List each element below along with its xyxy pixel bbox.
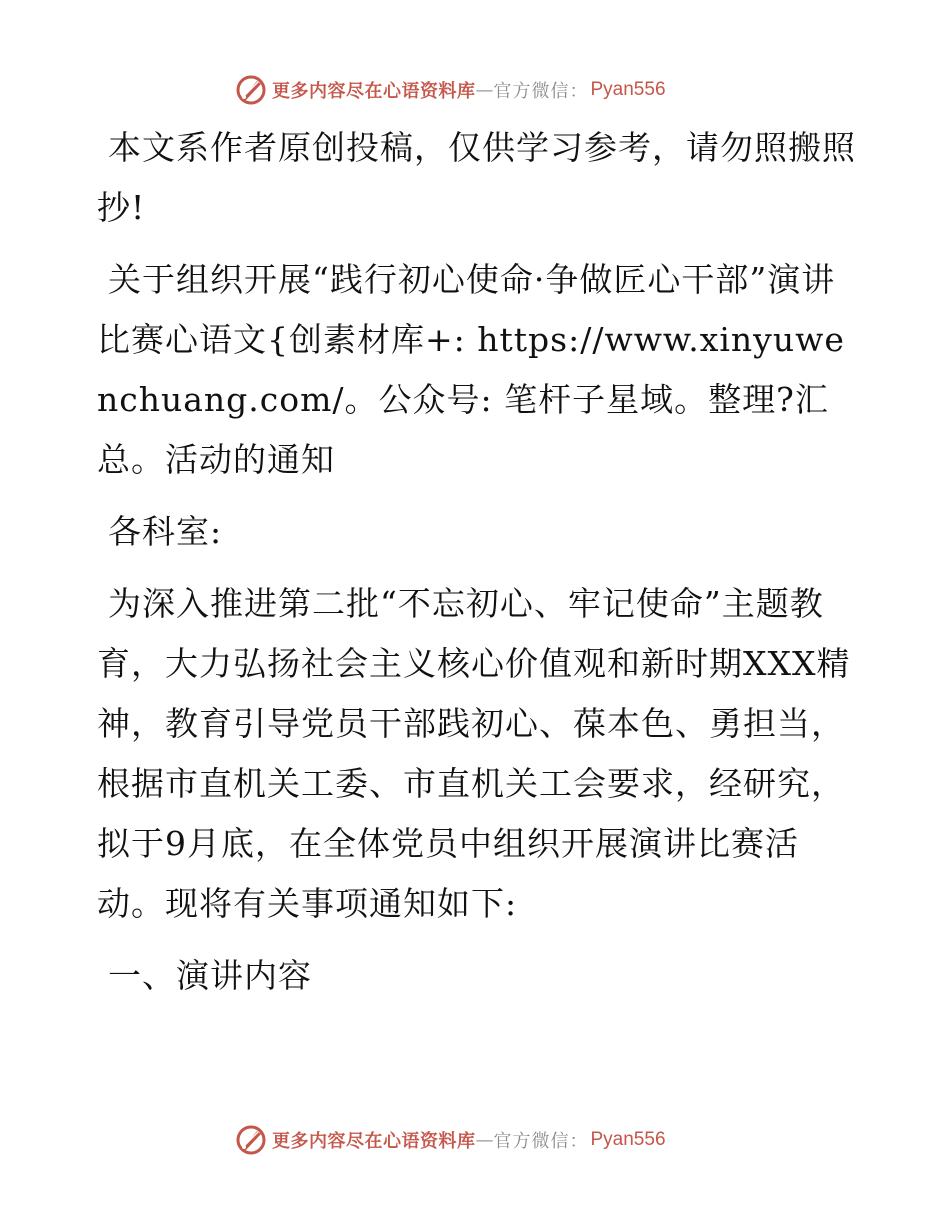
watermark-slogan: 更多内容尽在心语资料库	[272, 1131, 476, 1152]
document-body	[97, 118, 857, 1018]
copyright-notice: 本文系作者原创投稿，仅供学习参考，请勿照搬照抄!	[97, 128, 856, 227]
watermark-wechat-id: Pyan556	[590, 79, 666, 100]
feather-pen-logo-icon	[234, 1123, 268, 1157]
salutation: 各科室:	[108, 512, 223, 551]
watermark-separator: —	[475, 79, 494, 101]
watermark-separator: —	[475, 1129, 494, 1151]
header-watermark	[234, 72, 666, 108]
feather-pen-logo-icon	[234, 73, 268, 107]
section-heading: 一、演讲内容	[108, 956, 312, 995]
document-title: 关于组织开展“践行初心使命·争做匠心干部”演讲比赛心语文{创素材库+: https://www.xinyuwenchuang.com/。公众号: 笔杆子星域。整理?汇总。活动的通知	[97, 260, 845, 479]
watermark-official-label: 官方微信：	[493, 1131, 589, 1152]
watermark-wechat-id: Pyan556	[590, 1129, 666, 1150]
watermark-slogan: 更多内容尽在心语资料库	[272, 81, 476, 102]
intro-paragraph: 为深入推进第二批“不忘初心、牢记使命”主题教育，大力弘扬社会主义核心价值观和新时期XXX精神，教育引导党员干部践初心、葆本色、勇担当，根据市直机关工委、市直机关工会要求，经研究，拟于9月底，在全体党员中组织开展演讲比赛活动。现将有关事项通知如下:	[97, 584, 851, 923]
watermark-official-label: 官方微信：	[493, 81, 589, 102]
footer-watermark	[234, 1122, 666, 1158]
